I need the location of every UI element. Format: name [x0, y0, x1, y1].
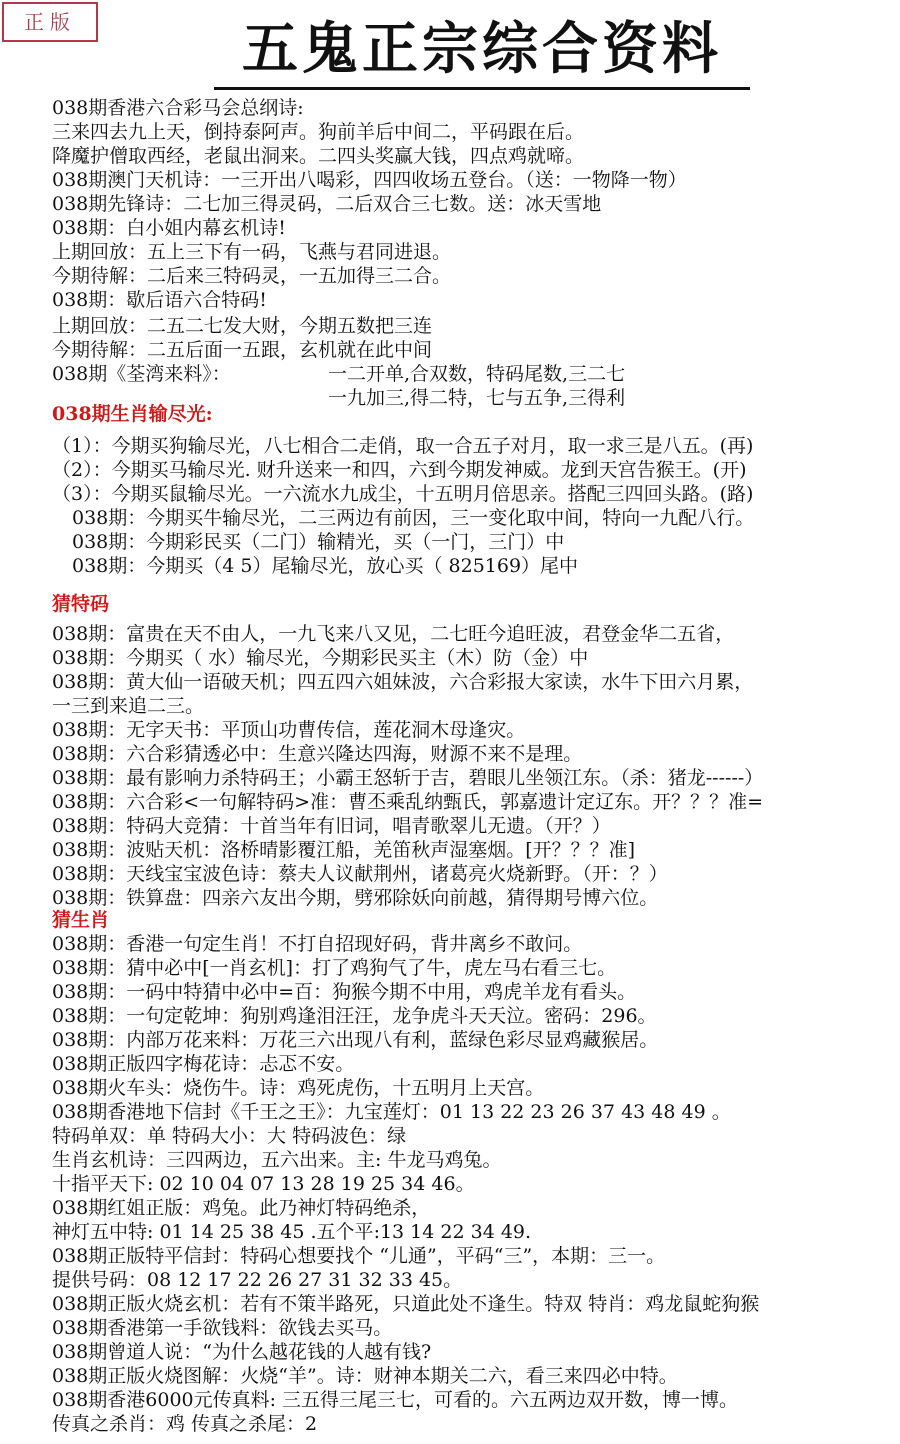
text-line: 038期正版四字梅花诗：忐忑不安。 [52, 1053, 355, 1075]
text-line: 一九加三,得二特，七与五争,三得利 [328, 387, 626, 409]
text-line: 降魔护僧取西经，老鼠出洞来。二四头奖赢大钱，四点鸡就啼。 [52, 145, 585, 167]
text-line: 038期：一句定乾坤：狗别鸡逢泪汪汪，龙争虎斗天天泣。密码：296。 [52, 1005, 657, 1027]
text-line: 038期：波贴天机：洛桥晴影覆江船，羌笛秋声湿塞烟。[开？？？准] [52, 839, 636, 861]
text-line: 生肖玄机诗：三四两边，五六出来。主: 牛龙马鸡兔。 [52, 1149, 502, 1171]
text-line: 038期：今期彩民买（二门）输精光，买（一门，三门）中 [72, 531, 565, 553]
text-line: 038期正版火烧图解：火烧“羊”。诗：财神本期关二六，看三来四必中特。 [52, 1365, 678, 1387]
section-heading: 猜特码 [52, 593, 110, 615]
text-line: 038期澳门天机诗：一三开出八喝彩，四四收场五登台。（送：一物降一物） [52, 169, 687, 191]
text-line: （2）：今期买马输尽光. 财升送来一和四，六到今期发神威。龙到天宫告猴王。(开) [52, 459, 747, 481]
text-line: 038期：最有影响力杀特码王；小霸王怒斩于吉，碧眼儿坐领江东。（杀：猪龙------） [52, 767, 764, 789]
text-line: 038期：铁算盘：四亲六友出今期，劈邪除妖向前越，猜得期号博六位。 [52, 887, 659, 909]
section-heading: 猜生肖 [52, 909, 110, 931]
text-line: 一三到来追二三。 [52, 695, 205, 717]
text-line: 特码单双：单 特码大小：大 特码波色：绿 [52, 1125, 407, 1147]
text-line: 038期曾道人说：“为什么越花钱的人越有钱? [52, 1341, 432, 1363]
text-line: 神灯五中特: 01 14 25 38 45 .五个平:13 14 22 34 49. [52, 1221, 532, 1243]
text-line: 038期：歇后语六合特码! [52, 289, 267, 311]
text-line: 038期：内部万花来料：万花三六出现八有利，蓝绿色彩尽显鸡藏猴居。 [52, 1029, 659, 1051]
edition-badge: 正版 [2, 2, 98, 42]
text-line: 038期：白小姐内幕玄机诗! [52, 217, 286, 239]
text-line: 038期：天线宝宝波色诗：蔡夫人议献荆州，诸葛亮火烧新野。（开：？） [52, 863, 668, 885]
page-title: 五鬼正宗综合资料 [214, 10, 750, 90]
text-line: （1）：今期买狗输尽光，八七相合二走俏，取一合五子对月，取一求三是八五。(再) [52, 435, 754, 457]
text-line: 上期回放：二五二七发大财，今期五数把三连 [52, 315, 433, 337]
text-line: （3）：今期买鼠输尽光。一六流水九成尘，十五明月倍思亲。搭配三四回头路。(路) [52, 483, 754, 505]
text-line: 038期先锋诗：二七加三得灵码，二后双合三七数。送：冰天雪地 [52, 193, 602, 215]
text-line: 038期：无字天书：平顶山功曹传信，莲花洞木母逢灾。 [52, 719, 526, 741]
text-line: 038期香港第一手欲钱料：欲钱去买马。 [52, 1317, 393, 1339]
text-line: 038期：富贵在天不由人，一九飞来八又见，二七旺今追旺波，君登金华二五省， [52, 623, 735, 645]
text-line: 038期：猜中必中[一肖玄机]：打了鸡狗气了牛，虎左马右看三七。 [52, 957, 617, 979]
text-line: 038期红姐正版：鸡兔。此乃神灯特码绝杀， [52, 1197, 431, 1219]
text-line: 传真之杀肖：鸡 传真之杀尾：2 [52, 1413, 318, 1435]
text-line: 038期：今期买（ 水）输尽光，今期彩民买主（木）防（金）中 [52, 647, 589, 669]
text-line: 038期香港6000元传真料: 三五得三尾三七，可看的。六五两边双开数，博一博。 [52, 1389, 739, 1411]
text-line: 038期香港地下信封《千王之王》：九宝莲灯：01 13 22 23 26 37 43 48 49 。 [52, 1101, 731, 1123]
text-line: 038期：一码中特猜中必中=百：狗猴今期不中用，鸡虎羊龙有看头。 [52, 981, 637, 1003]
text-line: 038期：今期买牛输尽光，二三两边有前因，三一变化取中间，特向一九配八行。 [72, 507, 755, 529]
text-line: 038期香港六合彩马会总纲诗: [52, 97, 304, 119]
text-line: 038期：今期买（4 5）尾输尽光，放心买（ 825169）尾中 [72, 555, 579, 577]
text-line: 十指平天下: 02 10 04 07 13 28 19 25 34 46。 [52, 1173, 475, 1195]
text-line: 三来四去九上天，倒持泰阿声。狗前羊后中间二，平码跟在后。 [52, 121, 585, 143]
text-line: 上期回放：五上三下有一码，飞燕与君同进退。 [52, 241, 452, 263]
text-line: 038期：香港一句定生肖！不打自招现好码，背井离乡不敢问。 [52, 933, 583, 955]
text-line: 038期火车头：烧伤牛。诗：鸡死虎伤，十五明月上天宫。 [52, 1077, 545, 1099]
text-line: 038期：六合彩猜透必中：生意兴隆达四海，财源不来不是理。 [52, 743, 583, 765]
text-line: 038期正版特平信封：特码心想要找个 “儿通”，平码“三”，本期：三一。 [52, 1245, 666, 1267]
text-line: 一二开单,合双数，特码尾数,三二七 [328, 363, 626, 385]
text-line: 今期待解：二五后面一五跟，玄机就在此中间 [52, 339, 433, 361]
section-heading: 038期生肖输尽光: [52, 403, 213, 425]
text-line: 038期：特码大竞猜：十首当年有旧词，唱青歌翠儿无遗。（开？） [52, 815, 611, 837]
text-line: 038期：黄大仙一语破天机；四五四六姐妹波，六合彩报大家读，水牛下田六月累， [52, 671, 754, 693]
text-line: 038期正版火烧玄机：若有不策半路死，只道此处不逢生。特双 特肖：鸡龙鼠蛇狗猴 [52, 1293, 760, 1315]
text-line: 038期：六合彩<一句解特码>准：曹丕乘乱纳甄氏，郭嘉遗计定辽东。开？？？准= [52, 791, 764, 813]
text-line: 今期待解：二后来三特码灵，一五加得三二合。 [52, 265, 452, 287]
text-line: 038期《荃湾来料》： [52, 363, 231, 385]
text-line: 提供号码：08 12 17 22 26 27 31 32 33 45。 [52, 1269, 463, 1291]
